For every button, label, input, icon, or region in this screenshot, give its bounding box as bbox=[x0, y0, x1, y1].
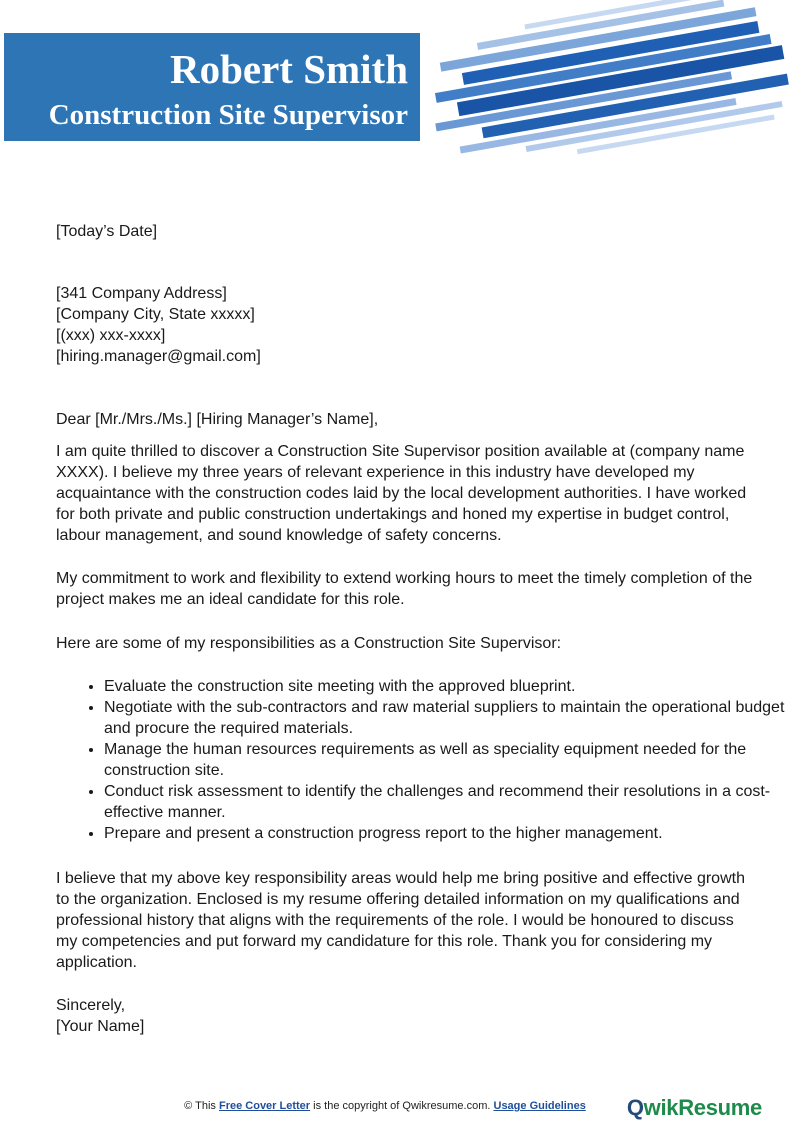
salutation: Dear [Mr./Mrs./Ms.] [Hiring Manager’s Name], bbox=[56, 411, 379, 428]
applicant-name: Robert Smith bbox=[169, 46, 408, 92]
paragraph-conclusion: I believe that my above key responsibility areas would help me bring positive and effective growth to the organization. Enclosed is my resume offering detailed information on my qualifications and professional history that aligns with the requirements of the role. I would be honoured to discuss my competencies and put forward my candidature for this role. Thank you for considering my application. bbox=[56, 870, 745, 971]
list-item: • Manage the human resources requirements as well as speciality equipment needed for the construction site. bbox=[104, 739, 794, 781]
letter-date: [Today’s Date] bbox=[56, 223, 158, 240]
paragraph-responsibilities-intro: Here are some of my responsibilities as a Construction Site Supervisor: bbox=[56, 635, 562, 652]
decorative-streaks bbox=[428, 0, 800, 190]
paragraph-commitment: My commitment to work and flexibility to extend working hours to meet the timely completion of the project makes me an ideal candidate for this role. bbox=[56, 570, 753, 608]
free-cover-letter-link[interactable]: Free Cover Letter bbox=[218, 1100, 311, 1112]
list-item: • Prepare and present a construction progress report to the higher management. bbox=[104, 823, 794, 844]
list-item: • Evaluate the construction site meeting with the approved blueprint. bbox=[104, 676, 794, 697]
responsibilities-list bbox=[56, 676, 794, 844]
address-line: [Company City, State xxxxx] bbox=[56, 306, 255, 323]
usage-guidelines-link[interactable]: Usage Guidelines bbox=[493, 1100, 586, 1112]
sign-off bbox=[56, 995, 756, 1037]
logo-q: Q bbox=[626, 1095, 644, 1120]
recipient-address bbox=[56, 283, 756, 367]
footer-middle: is the copyright of Qwikresume.com. bbox=[313, 1100, 491, 1112]
address-line: [(xxx) xxx-xxxx] bbox=[56, 327, 166, 344]
address-line: [hiring.manager@gmail.com] bbox=[56, 348, 261, 365]
qwikresume-logo bbox=[627, 1095, 762, 1121]
logo-text: wikResume bbox=[643, 1095, 762, 1120]
list-item: • Conduct risk assessment to identify the challenges and recommend their resolutions in a cost-effective manner. bbox=[104, 781, 794, 823]
closing-phrase: Sincerely, bbox=[56, 997, 126, 1014]
address-line: [341 Company Address] bbox=[56, 285, 227, 302]
signature-name: [Your Name] bbox=[56, 1018, 145, 1035]
header-banner bbox=[4, 33, 420, 141]
list-item: • Negotiate with the sub-contractors and raw material suppliers to maintain the operational budget and procure the required materials. bbox=[104, 697, 794, 739]
job-title: Construction Site Supervisor bbox=[48, 99, 408, 131]
paragraph-intro: I am quite thrilled to discover a Construction Site Supervisor position available at (company name XXXX). I believe my three years of relevant experience in this industry have developed my acquaintance with the construction codes laid by the local development authorities. I have worked for both private and public construction undertakings and honed my expertise in budget control, labour management, and sound knowledge of safety concerns. bbox=[56, 443, 747, 544]
footer-prefix: © This bbox=[184, 1100, 216, 1112]
